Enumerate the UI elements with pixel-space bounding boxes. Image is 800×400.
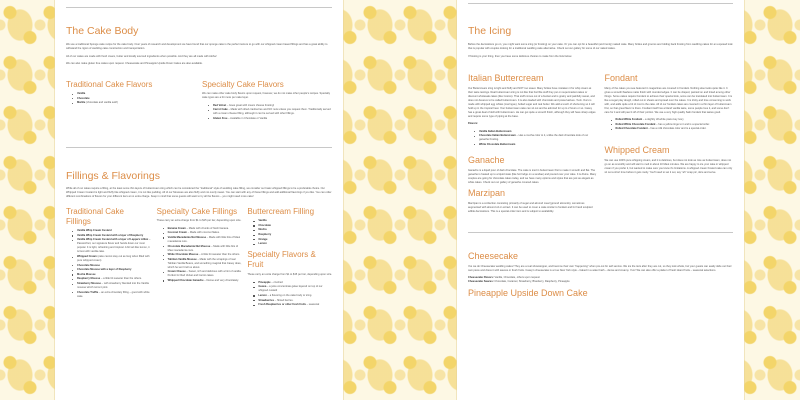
fillings-section bbox=[66, 170, 332, 307]
divider bbox=[66, 147, 332, 148]
list-item: Mocha bbox=[258, 228, 332, 232]
subsection-title: Specialty Cake Fillings bbox=[156, 207, 238, 217]
list-item: Vanilla Whip Cream Custard bbox=[77, 229, 151, 233]
list-item: Strawberry Mousse – with strawberry blended into the Vanilla mousse which turns it pink. bbox=[77, 282, 149, 290]
subsection-title: Traditional Cake Fillings bbox=[66, 207, 124, 227]
subsection-title: Fondant bbox=[604, 72, 638, 83]
paragraph: If frosting is your thing, then you have some delicious choices to make from the lists below. bbox=[468, 54, 572, 58]
list-item: Gluten Free – Available in Chocolate or Vanilla bbox=[213, 117, 332, 121]
list-item: Banana Cream – Made with chunks of fresh banana. bbox=[168, 227, 242, 231]
list-item: Raspberry bbox=[258, 233, 332, 237]
section-title: The Cake Body bbox=[66, 25, 139, 37]
list-item: Fresh Raspberries or other fresh fruits – seasonal bbox=[258, 303, 332, 307]
list-item: Strawberries – Sliced berries. bbox=[258, 299, 332, 303]
list-item: Chocolate bbox=[77, 97, 196, 101]
subsection-title: Whipped Cream bbox=[604, 145, 670, 156]
paragraph: These carry an extra charge from $1 to $15 per tier, depending upon size. bbox=[247, 273, 332, 277]
subsection-title: Marzipan bbox=[468, 188, 506, 199]
list-item: Whipped Chocolate Ganache – Dense and very chocolately. bbox=[168, 279, 242, 283]
list-item: Vanilla Macadamia Nut Mousse – Made with little bits of Maui macadamia nuts. bbox=[167, 235, 241, 243]
paragraph: Our Buttercream icing is light and fluffy and NOT too sweet. Many brides have mistaken it for whip cream at their taste testings. Real buttercream icing is not like that horrible stuff they put on supermarket cakes or discount wholesale cakes (like Costco). That stuff comes out of a bucket and is grainy and painfully sweet, and does not deserve to be called buttercream. It is also loaded with chemicals and preservatives. Yuck. Ours is made with whipped egg whites (meringue), boiled sugar and real butter. We add a touch of shortening so it will hold up in the tropical heat. Your buttercream cake can sit out and be admired for up to 2 hours or so. Casey has a great deal of skill with buttercream. He can get quite a smooth finish, although they will have sharp edges and require some type of piping at the base. bbox=[468, 86, 596, 118]
paragraph: Before the decorations go on, you might want some icing (or frosting) on your cake. Or you can opt for a beautiful (and trendy) naked cake. Many brides and grooms are holding back frosting from wedding cakes for an exposed look that is popular with couples looking for a traditional wedding cake alternative. Check out our gallery for some of our naked cakes. bbox=[468, 43, 733, 50]
list-item: Pineapple – crushed bbox=[258, 281, 332, 285]
list-item: Tahitian Vanilla Mousse – Made with the scrapings of real Tahitian Vanilla Beans, and something magical that Casey does, which he won't tell us about. bbox=[167, 257, 242, 269]
paragraph: Marzipan is a confection consisting primarily of sugar and almond meal (ground almonds), sometimes augmented with almond oil or extract. It can be used to cover a cake similar to fondant and for hand sculpted edible decorations. This is a special order item and is subject to availability. bbox=[468, 202, 593, 214]
list-item: Mocha Mousse bbox=[77, 273, 151, 277]
left-page bbox=[55, 0, 343, 400]
list-item: Marble (chocolate and vanilla swirl) bbox=[77, 101, 196, 105]
list-item: Chocolate Truffle – an extra chocolaty filling – good with white cake. bbox=[77, 290, 150, 298]
paragraph: These carry an extra charge from $1 to $15 per tier, depending upon size. bbox=[156, 219, 242, 223]
list-item: Chocolate Mousse with a layer of Raspberry bbox=[77, 268, 151, 272]
flavor-list bbox=[468, 130, 597, 147]
pineapple-section bbox=[468, 288, 733, 299]
list-item: Rolled White Chocolate Fondant – has a yellow tinge to it and is a special order. bbox=[616, 123, 734, 127]
subsection-title: Pineapple Upside Down Cake bbox=[468, 287, 588, 298]
subsection-title: Buttercream Filling bbox=[247, 207, 315, 217]
list-item: White Chocolate Buttercream bbox=[479, 143, 597, 147]
list-item: Rolled Chocolate Fondant – has a milk chocolate color and is a special order. bbox=[616, 127, 734, 131]
whipped-cream-section bbox=[605, 145, 734, 175]
list-item: Red Velvet – Goes great with cream cheese frosting! bbox=[213, 104, 332, 108]
list-item: Vanilla Italian Buttercream bbox=[479, 130, 597, 134]
specialty-fillings bbox=[157, 207, 242, 307]
filling-list bbox=[66, 229, 151, 298]
filling-list bbox=[247, 281, 332, 307]
list-item: Cream Cheese – Sweet, rich and delicious with a hint of vanilla. Perfect for Red Velvet and Carrot cakes. bbox=[167, 270, 242, 278]
subsection-title: Cheesecake bbox=[468, 250, 519, 261]
marzipan-section bbox=[468, 188, 597, 214]
traditional-flavors bbox=[66, 80, 196, 121]
filling-list bbox=[157, 227, 242, 283]
cheesecake-sauces: Cheesecake Sauces: Chocolate, Caramel, Strawberry, Blueberry, Raspberry, Pineapple bbox=[468, 280, 570, 284]
divider bbox=[66, 7, 332, 8]
paragraph: Ganache is a liquid pour of dark chocolate. The cake is iced in buttercream first to make it smooth and flat. The ganache is heated up to a liquid state (like hot fudge on a sundae) and poured over your cake. It is divine. Many couples are going for chocolate cakes today, and we have many options and styles that are just as elegant as white cakes. Check out our gallery of ganache covered cakes. bbox=[468, 168, 597, 184]
fondant-list bbox=[605, 118, 734, 131]
subsection-title: Traditional Cake Flavors bbox=[66, 80, 153, 89]
subsection-title: Specialty Cake Flavors bbox=[202, 80, 284, 89]
list-item: Rolled White Fondant – a slightly off-white piano key ivory bbox=[616, 118, 734, 122]
paragraph: All of our cakes are made with fresh cream, butter and locally sourced ingredients when possible. And they are all made with Aloha! bbox=[66, 54, 217, 58]
list-item: Vanilla bbox=[258, 219, 332, 223]
list-item: Chocolate Italian Buttercream – Has a mocha color to it, unlike the dark chocolate look of our ganache frosting. bbox=[479, 134, 597, 142]
specialty-flavors bbox=[196, 80, 332, 121]
ganache-section bbox=[468, 155, 597, 185]
section-title: Fillings & Flavorings bbox=[66, 170, 160, 183]
traditional-fillings bbox=[66, 207, 151, 307]
list-item: Lemon bbox=[258, 242, 332, 246]
list-item: Chocolate Macadamia Nut Mousse – Made with little bits of Maui macadamia nuts. bbox=[168, 245, 242, 253]
list-item: Orange bbox=[258, 238, 332, 242]
flavor-list bbox=[202, 104, 332, 121]
list-item: Vanilla Whip Cream Custard with a layer of Raspberry bbox=[77, 234, 151, 238]
paragraph: We can make other cake body flavors upon request, however, we do not make other people's recipes. Specialty cake types are a bit more per cake layer. bbox=[202, 92, 331, 99]
fondant-section bbox=[605, 73, 734, 132]
list-item: Chocolate Mousse bbox=[77, 264, 151, 268]
filling-list bbox=[247, 219, 332, 246]
list-item: Whipped Cream (cake cannot stay out as long when filled with pure whipped cream) bbox=[77, 255, 150, 263]
paragraph: We use a traditional Sponge cake recipe for the cake body. Over years of research and development we have found that our sponge cake is the perfect texture to go with our whipped cream based fillings and has a great ability to withstand the rigors of wedding cake construction and transportation. bbox=[66, 43, 328, 50]
list-item: Chocolate bbox=[258, 224, 332, 228]
paragraph: We can also make gluten free cakes upon request. Cheesecake and Pineapple Upside Down Cakes are also available. bbox=[66, 62, 203, 65]
icing-section bbox=[468, 25, 733, 59]
divider bbox=[468, 232, 733, 233]
paragraph: Many of the cakes you see featured in magazines are covered in Fondant. Nothing else looks quite like it. It gives a smooth flawless matte finish with rounded edges. It can be draped, painted on and tinted among other things. Some cakes require Fondant to achieve their special look, some can be translated into buttercream. It is like a sugar play dough, rolled out in sheets and spread over the cakes. It is tricky and time consuming to work with, and adds quite a bit of cost to the cake. All of our fondant cakes are covered in a thin layer of buttercream first, so that great flavor is there. Fondant itself has a bland vanilla taste, some people love it, and some don't care for it and will peel it off of their portion. We use a very high quality Satin fondant that tastes good. bbox=[604, 86, 733, 114]
paragraph: While all of our cakes require a filling, at the least some thin layers of buttercream icing which can be considered the "traditional" style of wedding cake filling, we consider our basic whipped fillings to be a preferable choice. Our Whipped Cream Custard is light and fluffy like whipped cream, it is not like pudding. All of our Mousses are also fluffy and not overly sweet. You can start with any of these fillings and add additional flavorings if you like. You can order different combinations of flavors for your different tiers at no extra charge. Keep in mind that some guests will want to try all the flavors – you might need more cake! bbox=[66, 187, 332, 199]
paragraph: We can use 100% pure whipping cream, and it is delicious, but does not look as nice as buttercream, does not go on as smoothly and will start to melt in about 10 Maui minutes. We are happy to ice your cake in whipped cream if you prefer it, but wanted to make sure you know it's limitations. A whipped cream frosted cake can only sit out a short time before it gets melty. You'll need to set it out, say "ah" snap pic, slice and serve. bbox=[604, 159, 733, 175]
list-item: Vanilla Whip Cream Custard with a layer of Lappa'e Lilikoi – Passionfruit, our signature flavor and hands down our most popular. It is light, refreshing and tropical. A bit tart like lemon, it is best with vanilla cake. bbox=[77, 238, 151, 254]
cheesecake-flavors: Cheesecake Flavors: Vanilla, Chocolate, others upon request bbox=[468, 276, 540, 280]
list-item: Lemon – a flavoring on the cake body or icing. bbox=[258, 294, 332, 298]
subsection-title: Specialty Flavors & Fruit bbox=[247, 250, 316, 270]
list-item: Vanilla bbox=[77, 92, 196, 96]
italian-buttercream-section bbox=[468, 73, 597, 147]
cake-body-section bbox=[66, 25, 332, 121]
subsection-title: Italian Buttercream bbox=[468, 72, 544, 83]
list-item: Coconut Cream – Made with coconut flakes. bbox=[168, 231, 242, 235]
flavors-label: Flavors: bbox=[468, 122, 479, 125]
subsection-title: Ganache bbox=[468, 154, 505, 165]
right-page bbox=[457, 0, 744, 400]
flavor-list bbox=[66, 92, 196, 105]
paragraph: Yes we do Cheesecake wedding cakes! They are a real showstopper, and become their own "happening" when pre-cut for self service. We ice the tiers after they are cut, so they look whole, but your guests can easily slide out their own piece and dress it with sauces or fresh fruits. Casey's cheesecake is a true New York style – baked in a water bath – dense and creamy. Yum! We can also offer a platter of fresh island fruits – seasonal selections. bbox=[468, 264, 732, 272]
list-item: White Chocolate Mousse – A little bit sweeter than the others. bbox=[167, 253, 241, 257]
buttercream-and-fruit bbox=[247, 207, 332, 307]
list-item: Carrot Cake – Made with dried cranberries and NO nuts unless you request them. Traditionally served with a cream cheese filling, although it can be served with other fillings. bbox=[213, 108, 331, 116]
section-title: The Icing bbox=[468, 25, 512, 37]
divider bbox=[468, 3, 733, 4]
list-item: Raspberry Mousse – a little bit sweeter than the others. bbox=[77, 277, 151, 281]
list-item: Guava – a juice concentrate gelee layered on top of our whipped custard bbox=[258, 285, 332, 293]
cheesecake-section bbox=[468, 251, 733, 285]
